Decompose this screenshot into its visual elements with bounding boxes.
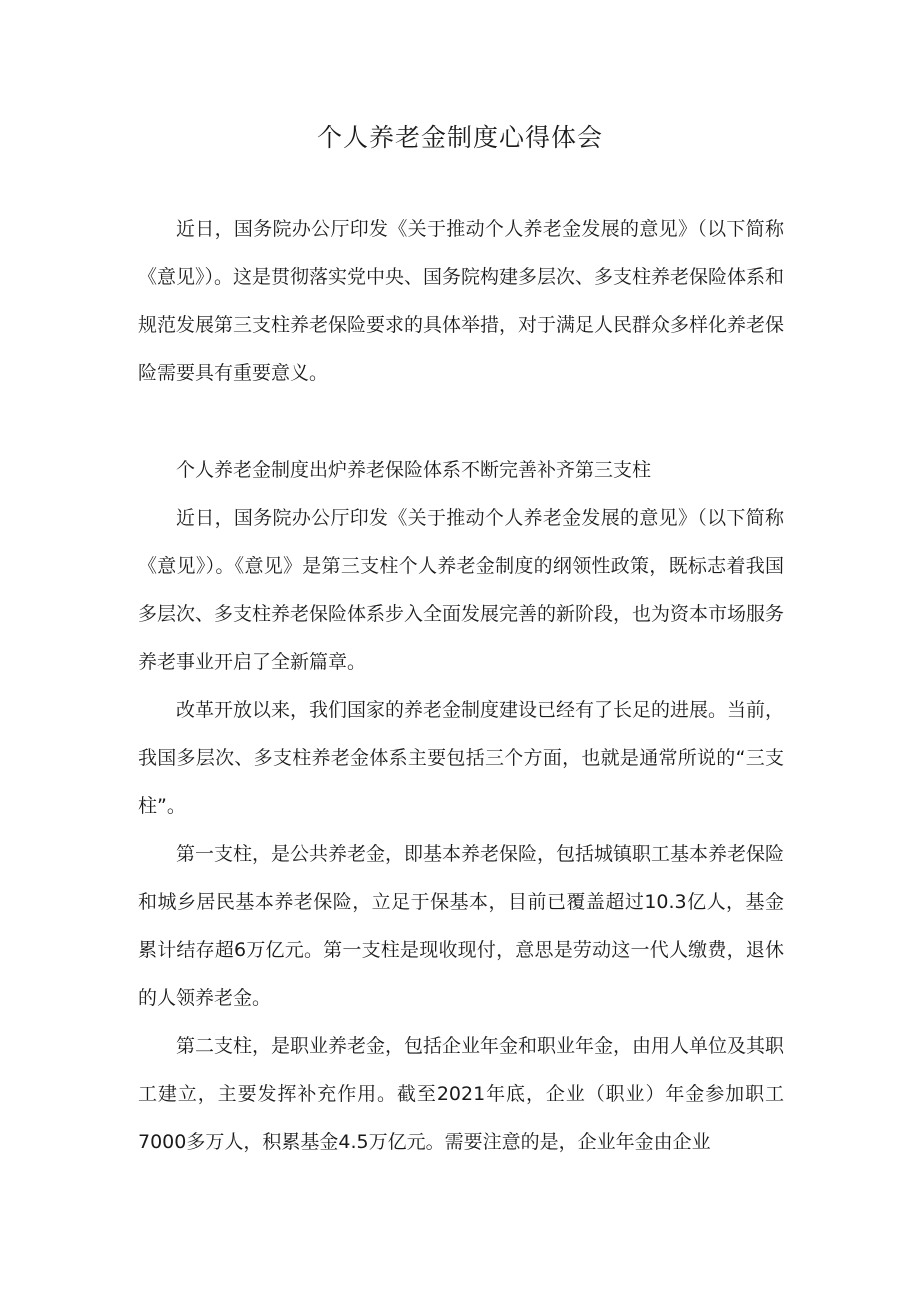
body-paragraph: 改革开放以来，我们国家的养老金制度建设已经有了长足的进展。当前，我国多层次、多支柱养老金体系主要包括三个方面，也就是通常所说的“三支柱”。: [138, 699, 785, 817]
section-heading: 个人养老金制度出炉养老保险体系不断完善补齐第三支柱: [176, 459, 652, 481]
page-title: 个人养老金制度心得体会: [316, 123, 603, 152]
intro-paragraph: 近日，国务院办公厅印发《关于推动个人养老金发展的意见》（以下简称《意见》）。这是贯彻落实党中央、国务院构建多层次、多支柱养老保险体系和规范发展第三支柱养老保险要求的具体举措，对于满足人民群众多样化养老保险需要具有重要意义。: [138, 218, 785, 384]
body-paragraph: 近日，国务院办公厅印发《关于推动个人养老金发展的意见》（以下简称《意见》）。《意见》是第三支柱个人养老金制度的纲领性政策，既标志着我国多层次、多支柱养老保险体系步入全面发展完善的新阶段，也为资本市场服务养老事业开启了全新篇章。: [138, 507, 785, 673]
body-paragraph: 第一支柱，是公共养老金，即基本养老保险，包括城镇职工基本养老保险和城乡居民基本养老保险，立足于保基本，目前已覆盖超过10.3亿人，基金累计结存超6万亿元。第一支柱是现收现付，意思是劳动这一代人缴费，退休的人领养老金。: [138, 843, 785, 1009]
body-paragraph: 第二支柱，是职业养老金，包括企业年金和职业年金，由用人单位及其职工建立，主要发挥补充作用。截至2021年底，企业（职业）年金参加职工7000多万人，积累基金4.5万亿元。需要注意的是，企业年金由企业: [138, 1035, 785, 1153]
